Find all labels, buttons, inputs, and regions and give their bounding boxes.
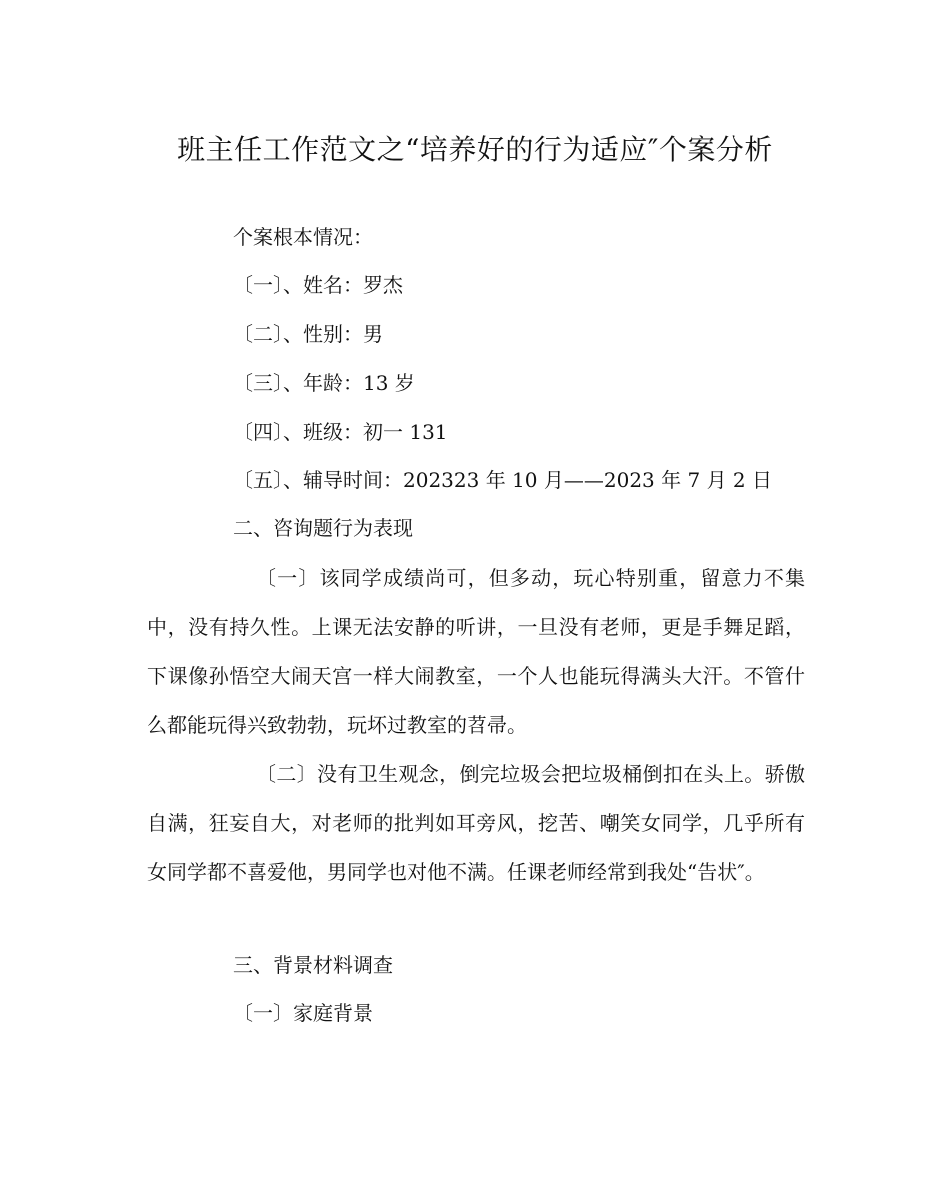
section3-heading: 三、背景材料调查	[233, 953, 393, 977]
info-item-class: 〔四〕、班级：初一 131	[233, 420, 448, 444]
info-item-gender: 〔二〕、性别：男	[233, 322, 383, 346]
info-item-time: 〔五〕、辅导时间：202323 年 10 月——2023 年 7 月 2 日	[233, 468, 773, 492]
section2-heading: 二、咨询题行为表现	[233, 516, 413, 540]
behavior-paragraph-2: 〔二〕没有卫生观念，倒完垃圾会把垃圾桶倒扣在头上。骄傲自满，狂妄自大，对老师的批判如耳旁风，挖苦、嘲笑女同学，几乎所有女同学都不喜爱他，男同学也对他不满。任课老师经常到我处“告状″。	[147, 762, 805, 884]
document-title: 班主任工作范文之“培养好的行为适应″个案分析	[177, 133, 773, 166]
section3-subheading: 〔一〕家庭背景	[233, 1001, 373, 1025]
info-item-name: 〔一〕、姓名：罗杰	[233, 273, 403, 297]
info-item-age: 〔三〕、年龄：13 岁	[233, 371, 415, 395]
section1-heading: 个案根本情况：	[233, 225, 373, 249]
behavior-paragraph-1: 〔一〕该同学成绩尚可，但多动，玩心特别重，留意力不集中，没有持久性。上课无法安静的听讲，一旦没有老师，更是手舞足蹈，下课像孙悟空大闹天宫一样大闹教室，一个人也能玩得满头大汗。不管什么都能玩得兴致勃勃，玩坏过教室的苕帚。	[147, 566, 805, 737]
